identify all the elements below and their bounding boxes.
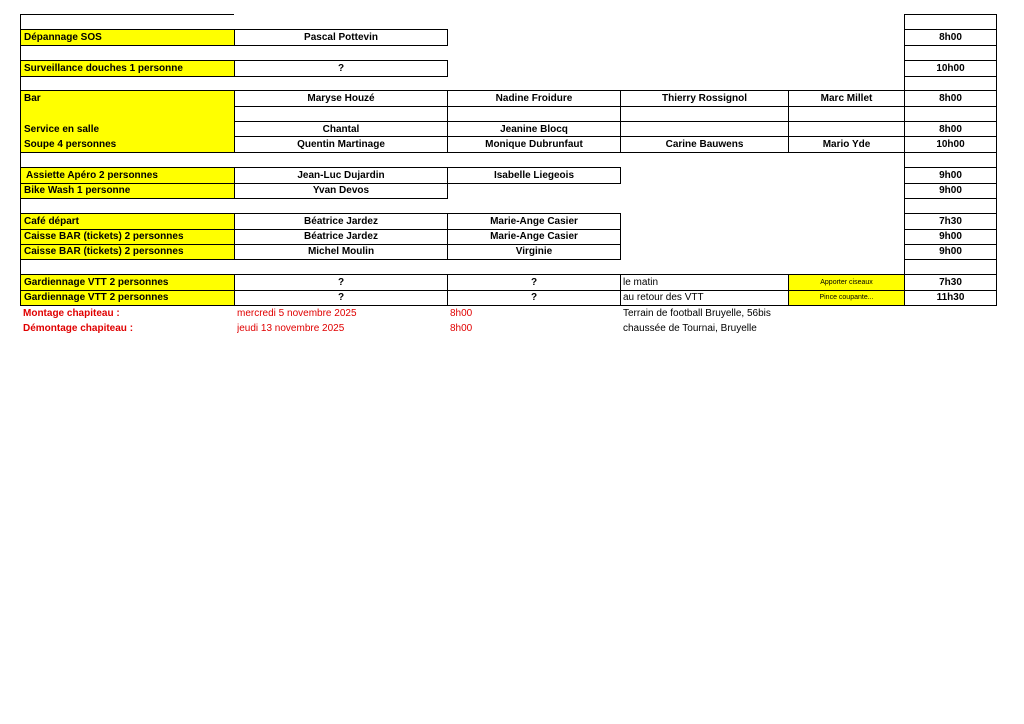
grid-line	[234, 214, 235, 259]
grid-line	[20, 213, 621, 214]
grid-line	[904, 45, 997, 46]
person-caisse1-2: Marie-Ange Casier	[490, 231, 578, 242]
person-bar-4: Marc Millet	[820, 93, 873, 104]
time-gardiennage-2: 11h30	[936, 292, 965, 303]
grid-line	[620, 168, 621, 183]
person-gard2-2: ?	[530, 292, 538, 303]
grid-line	[904, 183, 997, 184]
time-caisse-2: 9h00	[939, 246, 962, 257]
person-soupe-2: Monique Dubrunfaut	[485, 139, 583, 150]
role-depannage: Dépannage SOS	[21, 30, 234, 45]
note-gard1: le matin	[623, 277, 659, 288]
person-bike-1: Yvan Devos	[312, 185, 370, 196]
role-gardiennage-2: Gardiennage VTT 2 personnes	[21, 290, 234, 305]
montage-time: 8h00	[450, 308, 473, 319]
person-cafe-1: Béatrice Jardez	[304, 216, 378, 227]
grid-line	[904, 274, 997, 275]
person-gard1-2: ?	[530, 277, 538, 288]
grid-line	[904, 60, 997, 61]
grid-line	[234, 61, 235, 76]
time-soupe: 10h00	[936, 139, 965, 150]
grid-line	[620, 214, 621, 259]
grid-line	[20, 305, 904, 306]
role-service: Service en salle	[24, 124, 100, 135]
role-bar: Bar	[24, 93, 41, 104]
grid-line	[20, 167, 621, 168]
demontage-label: Démontage chapiteau :	[23, 323, 134, 334]
grid-line	[20, 274, 904, 275]
person-bar-2: Nadine Froidure	[495, 93, 573, 104]
grid-line	[904, 213, 997, 214]
grid-line	[447, 61, 448, 76]
time-service: 8h00	[939, 124, 962, 135]
grid-line	[20, 76, 448, 77]
grid-line	[234, 106, 788, 107]
role-gardiennage-1: Gardiennage VTT 2 personnes	[21, 275, 234, 290]
extra-gard1: Apporter ciseaux	[789, 275, 904, 290]
person-bar-3: Thierry Rossignol	[661, 93, 747, 104]
grid-line	[904, 14, 905, 305]
grid-line	[904, 14, 997, 15]
role-caisse-1: Caisse BAR (tickets) 2 personnes	[21, 229, 234, 244]
grid-line	[20, 14, 234, 15]
grid-line	[904, 259, 997, 260]
person-assiette-2: Isabelle Liegeois	[493, 170, 575, 181]
grid-line	[904, 167, 997, 168]
grid-line	[20, 60, 448, 61]
grid-line	[20, 198, 448, 199]
grid-line	[20, 290, 904, 291]
time-cafe: 7h30	[939, 216, 962, 227]
person-caisse2-1: Michel Moulin	[307, 246, 375, 257]
grid-line	[234, 136, 788, 137]
grid-line	[996, 14, 997, 305]
note-gard2: au retour des VTT	[623, 292, 704, 303]
time-douches: 10h00	[936, 63, 965, 74]
person-soupe-3: Carine Bauwens	[665, 139, 744, 150]
grid-line	[234, 121, 788, 122]
grid-line	[904, 290, 997, 291]
grid-line	[904, 76, 997, 77]
grid-line	[788, 121, 997, 122]
grid-line	[234, 30, 235, 45]
grid-line	[20, 45, 448, 46]
montage-label: Montage chapiteau :	[23, 308, 120, 319]
role-soupe: Soupe 4 personnes	[24, 139, 117, 150]
person-assiette-1: Jean-Luc Dujardin	[297, 170, 385, 181]
role-bike: Bike Wash 1 personne	[21, 183, 234, 198]
time-assiette: 9h00	[939, 170, 962, 181]
extra-gard2: Pince coupante...	[789, 290, 904, 305]
time-bar: 8h00	[939, 93, 962, 104]
grid-line	[904, 198, 997, 199]
person-gard1-1: ?	[337, 277, 345, 288]
person-caisse2-2: Virginie	[515, 246, 553, 257]
montage-place: Terrain de football Bruyelle, 56bis	[623, 308, 771, 319]
person-soupe-1: Quentin Martinage	[297, 139, 385, 150]
grid-line	[20, 183, 621, 184]
person-gard2-1: ?	[337, 292, 345, 303]
grid-line	[20, 152, 788, 153]
role-assiette: Assiette Apéro 2 personnes	[21, 168, 234, 183]
grid-line	[904, 229, 997, 230]
grid-line	[788, 90, 997, 91]
time-bike: 9h00	[939, 185, 962, 196]
grid-line	[447, 214, 448, 259]
person-service-2: Jeanine Blocq	[500, 124, 568, 135]
grid-line	[788, 136, 997, 137]
person-caisse1-1: Béatrice Jardez	[304, 231, 378, 242]
grid-line	[20, 259, 621, 260]
grid-line	[20, 14, 21, 305]
person-soupe-4: Mario Yde	[822, 139, 871, 150]
grid-line	[788, 106, 997, 107]
grid-line	[904, 29, 997, 30]
person-cafe-2: Marie-Ange Casier	[490, 216, 578, 227]
time-gardiennage-1: 7h30	[939, 277, 962, 288]
role-cafe: Café départ	[21, 214, 234, 229]
grid-line	[904, 305, 997, 306]
grid-line	[20, 229, 621, 230]
demontage-place: chaussée de Tournai, Bruyelle	[623, 323, 757, 334]
role-douches: Surveillance douches 1 personne	[21, 61, 234, 76]
person-depannage-1: Pascal Pottevin	[304, 32, 378, 43]
demontage-date: jeudi 13 novembre 2025	[237, 323, 345, 334]
time-caisse-1: 9h00	[939, 231, 962, 242]
grid-line	[20, 29, 448, 30]
person-service-1: Chantal	[322, 124, 360, 135]
grid-line	[20, 90, 788, 91]
person-douches-1: ?	[337, 63, 345, 74]
person-bar-1: Maryse Houzé	[307, 93, 375, 104]
montage-date: mercredi 5 novembre 2025	[237, 308, 357, 319]
grid-line	[904, 244, 997, 245]
grid-line	[788, 152, 997, 153]
grid-line	[20, 244, 621, 245]
grid-line	[447, 30, 448, 45]
role-caisse-2: Caisse BAR (tickets) 2 personnes	[21, 244, 234, 259]
demontage-time: 8h00	[450, 323, 473, 334]
time-depannage: 8h00	[939, 32, 962, 43]
